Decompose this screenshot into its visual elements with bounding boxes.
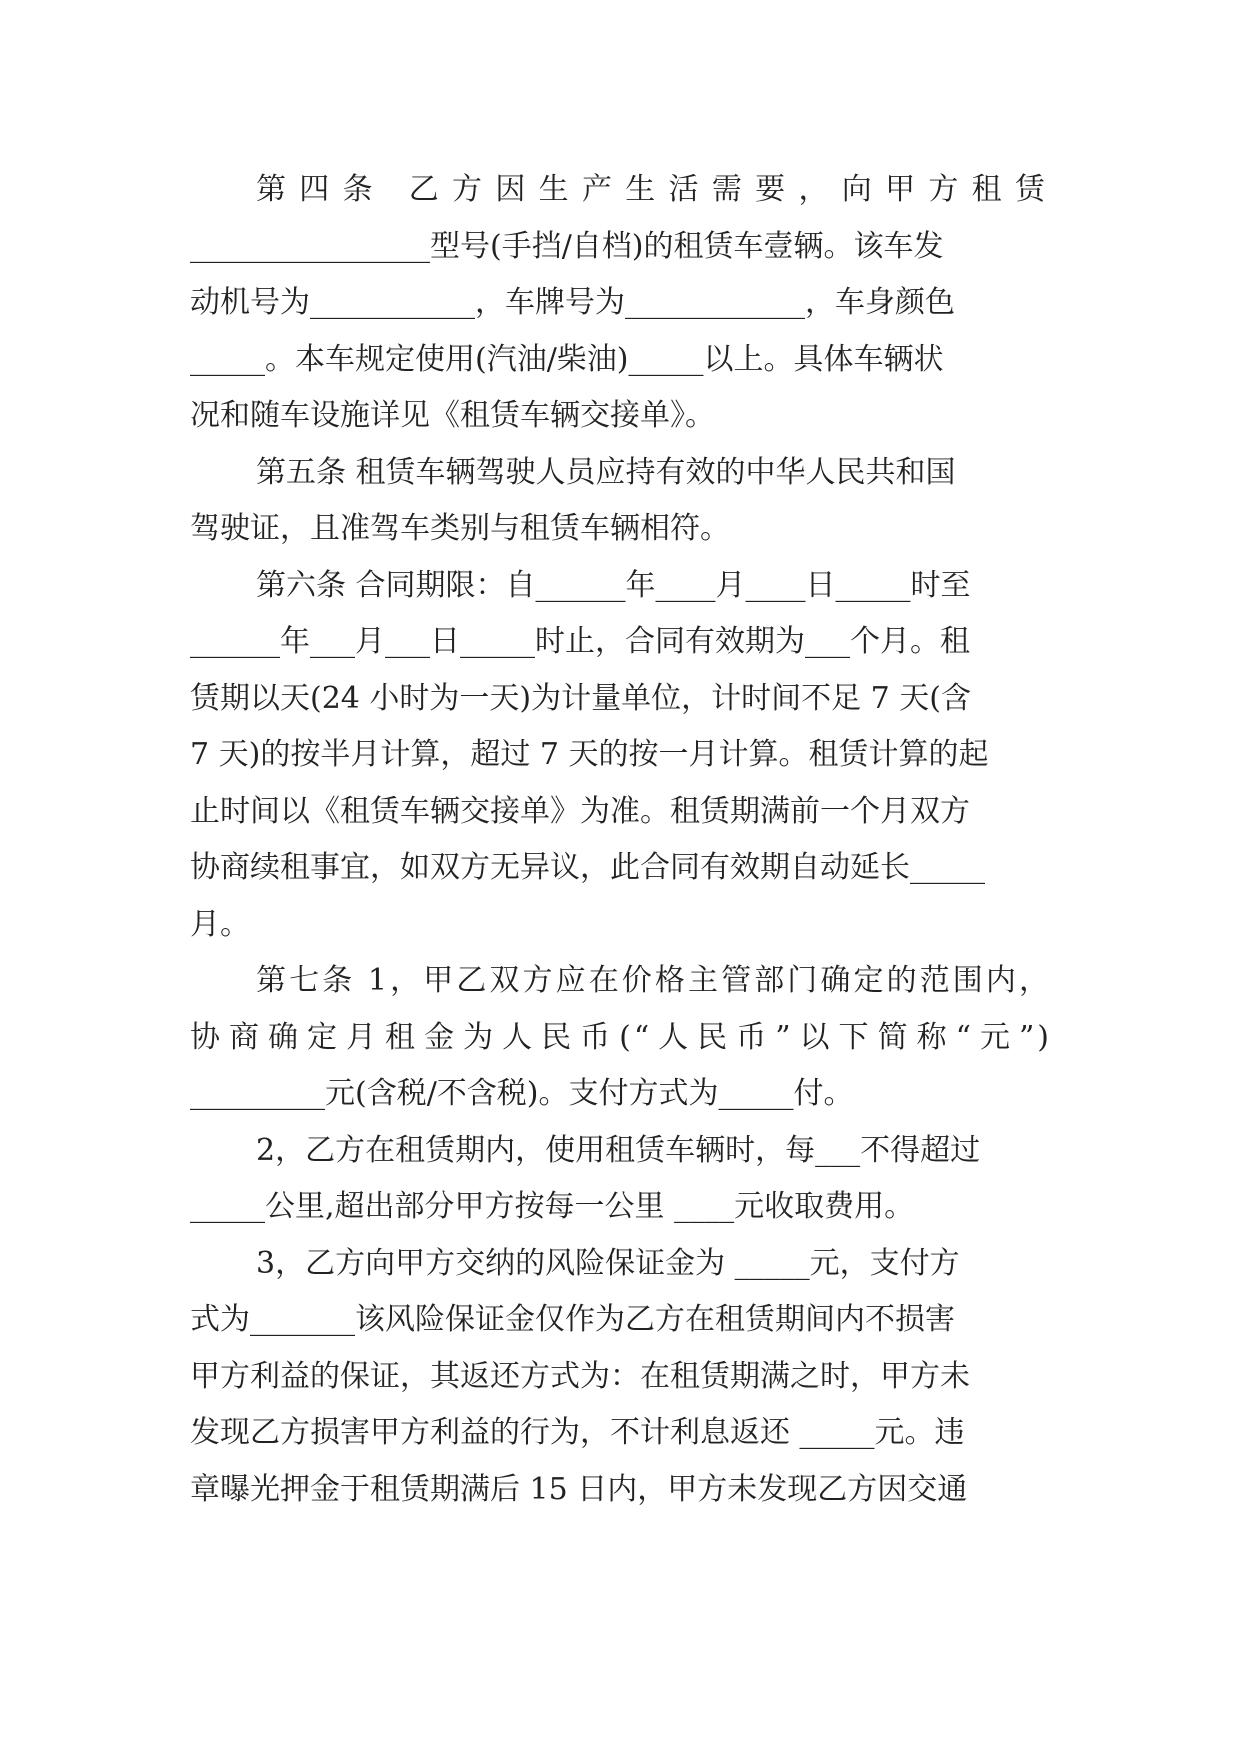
article-4-line-2: ________________型号(手挡/自档)的租赁车壹辆。该车发: [190, 228, 944, 264]
article-4-line-4: _____。本车规定使用(汽油/柴油)_____以上。具体车辆状: [190, 341, 944, 377]
article-4-line-3: 动机号为___________，车牌号为____________，车身颜色: [190, 285, 955, 320]
article-7-clause-3-line-4: 发现乙方损害甲方利益的行为，不计利息返还 _____元。违: [190, 1415, 965, 1450]
article-6-line-1: 第六条 合同期限：自______年____月____日_____时至: [256, 567, 971, 603]
article-6-line-5: 止时间以《租赁车辆交接单》为准。租赁期满前一个月双方: [190, 793, 970, 829]
article-5: [190, 445, 1052, 558]
article-5-line-2: 驾驶证，且准驾车类别与租赁车辆相符。: [190, 511, 730, 546]
article-6-line-6: 协商续租事宜，如双方无异议，此合同有效期自动延长_____: [190, 850, 985, 885]
article-5-line-1: 第五条 租赁车辆驾驶人员应持有效的中华人民共和国: [256, 454, 956, 490]
article-4-line-5: 况和随车设施详见《租赁车辆交接单》。: [190, 398, 715, 433]
article-7-clause-1-line-3: _________元(含税/不含税)。支付方式为_____付。: [190, 1076, 854, 1111]
article-6-line-2: ______年___月___日_____时止，合同有效期为___个月。租: [190, 624, 970, 659]
article-7-clause-3-line-5: 章曝光押金于租赁期满后 15 日内，甲方未发现乙方因交通: [190, 1471, 968, 1507]
article-7-clause-3-line-2: 式为_______该风险保证金仅作为乙方在租赁期间内不损害: [190, 1302, 955, 1337]
article-7-clause-1-line-1: 第七条 1，甲乙双方应在价格主管部门确定的范围内，: [256, 963, 1052, 998]
article-7-clause-2-line-2: _____公里,超出部分甲方按每一公里 ____元收取费用。: [190, 1189, 915, 1224]
article-6: [190, 558, 1052, 954]
article-7-clause-3-line-3: 甲方利益的保证，其返还方式为：在租赁期满之时，甲方未: [190, 1358, 970, 1394]
article-6-line-7: 月。: [190, 906, 250, 942]
article-6-line-3: 赁期以天(24 小时为一天)为计量单位，计时间不足 7 天(含: [190, 680, 971, 716]
article-7-clause-2-line-1: 2，乙方在租赁期内，使用租赁车辆时，每___不得超过: [256, 1132, 981, 1168]
article-4: [190, 162, 1052, 445]
article-4-line-1: 第四条 乙方因生产生活需要，向甲方租赁: [256, 172, 1052, 207]
article-6-line-4: 7 天)的按半月计算，超过 7 天的按一月计算。租赁计算的起: [190, 737, 989, 772]
contract-body: [190, 162, 1052, 1518]
article-7-clause-3-line-1: 3，乙方向甲方交纳的风险保证金为 _____元，支付方: [256, 1245, 960, 1281]
article-7: [190, 953, 1052, 1518]
article-7-clause-1-line-2: 协商确定月租金为人民币(“人民币”以下简称“元”): [190, 1019, 1052, 1055]
